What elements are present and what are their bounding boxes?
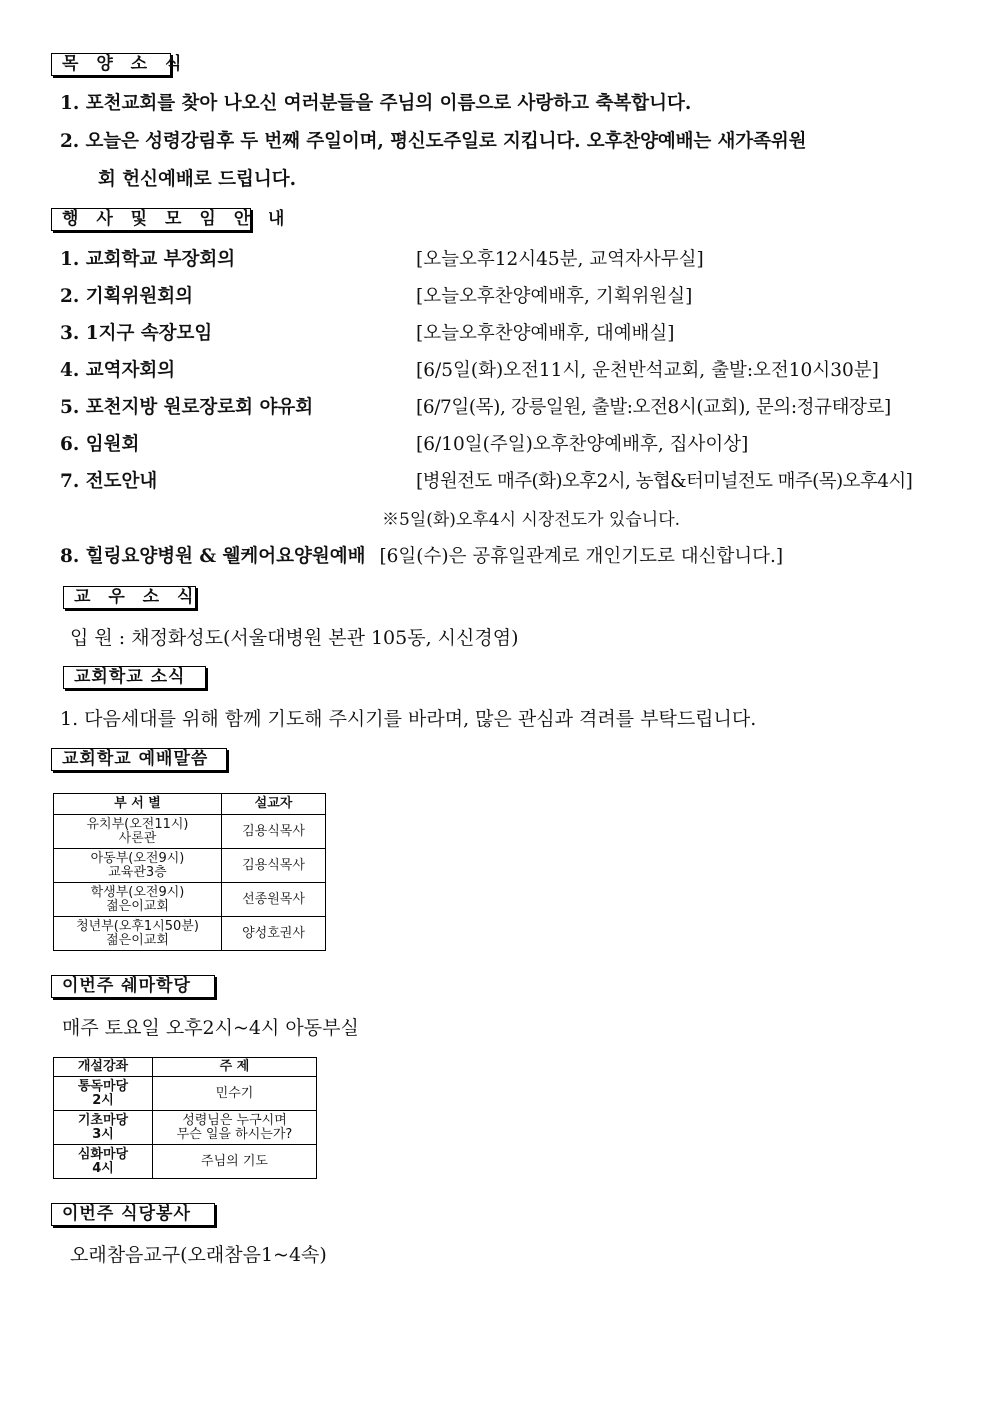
event-name: 8. 힐링요양병원 & 웰케어요양원예배 [60,546,366,567]
school-sermon-table [53,793,326,951]
course-topic-line2: 무슨 일을 하시는가? [176,1126,293,1142]
pastoral-item-2: 2. 오늘은 성령강림후 두 번째 주일이며, 평신도주일로 지킵니다. 오후찬양예배는 새가족위원 [60,131,807,152]
course-name: 통독마당 [77,1078,129,1094]
event-note: ※5일(화)오후4시 시장전도가 있습니다. [382,510,681,530]
course-name: 기초마당 [77,1112,129,1128]
event-row-2 [60,285,960,309]
event-name: 2. 기획위원회의 [60,286,193,307]
course-time: 2시 [92,1092,114,1108]
school-sermon-header: 교회학교 예배말씀 [51,748,227,771]
dept-name: 학생부(오전9시) [90,884,185,900]
kitchen-header: 이번주 식당봉사 [51,1203,215,1226]
event-detail: [6/10일(주일)오후찬양예배후, 집사이상] [416,434,749,455]
course-topic: 성령님은 누구시며 [182,1112,287,1128]
event-name: 3. 1지구 속장모임 [60,323,213,344]
event-name: 4. 교역자회의 [60,360,176,381]
table-header-row [54,794,326,815]
course-header: 개설강좌 [54,1058,153,1077]
school-news-header: 교회학교 소식 [63,666,206,689]
event-detail: [6/5일(화)오전11시, 운천반석교회, 출발:오전10시30분] [416,360,879,381]
course-time: 3시 [92,1126,114,1142]
pastoral-news-header: 목 양 소 식 [51,53,171,76]
event-detail: [오늘오후12시45분, 교역자사무실] [416,249,704,270]
events-header: 행 사 및 모 임 안 내 [51,208,251,231]
shema-schedule: 매주 토요일 오후2시~4시 아동부실 [62,1017,359,1039]
dept-place: 교육관3층 [108,864,167,880]
event-name: 5. 포천지방 원로장로회 야유회 [60,397,314,418]
dept-name: 청년부(오후1시50분) [76,918,199,934]
preacher-name: 김용식목사 [222,815,326,849]
event-detail: [병원전도 매주(화)오후2시, 농협&터미널전도 매주(목)오후4시] [416,471,913,492]
dept-place: 사론관 [118,830,157,846]
preacher-header: 설교자 [222,794,326,815]
course-time: 4시 [92,1160,114,1176]
dept-place: 젊은이교회 [106,932,169,948]
members-news-text: 입 원 : 채정화성도(서울대병원 본관 105동, 시신경염) [70,627,519,649]
event-detail: [오늘오후찬양예배후, 대예배실] [416,323,675,344]
event-detail: [6일(수)은 공휴일관계로 개인기도로 대신합니다.] [379,546,784,567]
course-topic: 주님의 기도 [201,1153,268,1169]
event-row-4 [60,359,960,383]
event-row-5 [60,396,960,420]
event-name: 7. 전도안내 [60,471,158,492]
shema-table [53,1057,317,1179]
event-detail: [오늘오후찬양예배후, 기획위원실] [416,286,693,307]
event-name: 1. 교회학교 부장회의 [60,249,236,270]
event-row-3 [60,322,960,346]
table-row [54,883,326,917]
event-row-7 [60,470,960,494]
table-row [54,917,326,951]
shema-header: 이번주 쉐마학당 [51,975,215,998]
dept-name: 아동부(오전9시) [90,850,185,866]
dept-name: 유치부(오전11시) [86,816,189,832]
dept-header: 부 서 별 [54,794,222,815]
table-row [54,849,326,883]
table-row [54,1077,317,1111]
event-name: 6. 임원회 [60,434,140,455]
table-row [54,1145,317,1179]
pastoral-item-2-cont: 회 헌신예배로 드립니다. [98,169,297,190]
kitchen-text: 오래참음교구(오래참음1~4속) [70,1244,327,1266]
event-row-8 [60,545,960,569]
preacher-name: 양성호권사 [222,917,326,951]
dept-place: 젊은이교회 [106,898,169,914]
table-row [54,1111,317,1145]
event-row-6 [60,433,960,457]
course-name: 심화마당 [77,1146,129,1162]
table-header-row [54,1058,317,1077]
event-detail: [6/7일(목), 강릉일원, 출발:오전8시(교회), 문의:정규태장로] [416,397,891,418]
preacher-name: 김용식목사 [222,849,326,883]
event-row-1 [60,248,960,272]
course-topic: 민수기 [215,1085,254,1101]
preacher-name: 선종원목사 [222,883,326,917]
pastoral-item-1: 1. 포천교회를 찾아 나오신 여러분들을 주님의 이름으로 사랑하고 축복합니다. [60,93,692,114]
school-news-text: 1. 다음세대를 위해 함께 기도해 주시기를 바라며, 많은 관심과 격려를 부탁드립니다. [60,708,757,730]
table-row [54,815,326,849]
members-news-header: 교 우 소 식 [63,586,196,609]
topic-header: 주 제 [153,1058,317,1077]
